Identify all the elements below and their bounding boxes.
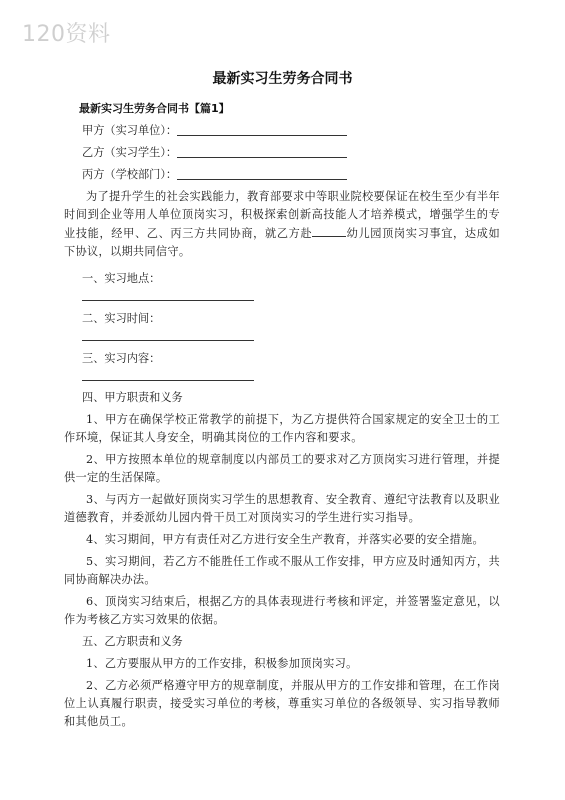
contract-body xyxy=(64,118,500,731)
party-a-clause: 2、甲方按照本单位的规章制度以内部员工的要求对乙方顶岗实习进行管理，并提供一定的生活保障。 xyxy=(64,453,500,484)
party-a-duties-heading: 四、甲方职责和义务 xyxy=(82,391,183,404)
item-time: 二、实习时间： xyxy=(82,312,161,325)
party-a-fill-line xyxy=(177,121,347,136)
party-a-row xyxy=(64,118,500,140)
party-a-label: 甲方（实习单位）： xyxy=(82,124,178,137)
party-b-row xyxy=(64,140,500,162)
party-b-clause: 2、乙方必须严格遵守甲方的规章制度，并服从甲方的工作安排和管理，在工作岗位上认真履行职责，接受实习单位的考核，尊重实习单位的各级领导、实习指导教师和其他员工。 xyxy=(64,679,500,728)
party-b-clause: 1、乙方要服从甲方的工作安排，积极参加顶岗实习。 xyxy=(86,657,358,670)
party-a-clause: 4、实习期间，甲方有责任对乙方进行安全生产教育，并落实必要的安全措施。 xyxy=(86,533,484,546)
content-fill-line xyxy=(82,368,254,381)
party-c-row xyxy=(64,162,500,184)
section-title: 最新实习生劳务合同书【篇1】 xyxy=(79,102,230,115)
item-content: 三、实习内容： xyxy=(82,352,161,365)
party-b-fill-line xyxy=(177,143,347,158)
party-a-clause: 1、甲方在确保学校正常教学的前提下，为乙方提供符合国家规定的安全卫士的工作环境，保证其人身安全，明确其岗位的工作内容和要求。 xyxy=(64,413,500,444)
item-location: 一、实习地点： xyxy=(82,272,161,285)
party-c-fill-line xyxy=(177,165,347,180)
intro-paragraph xyxy=(64,188,500,261)
time-fill-line xyxy=(82,328,254,341)
party-a-clause: 6、顶岗实习结束后，根据乙方的具体表现进行考核和评定，并签署鉴定意见，以作为考核乙方实习效果的依据。 xyxy=(64,595,500,626)
party-b-label: 乙方（实习学生）： xyxy=(82,146,178,159)
location-fill-line xyxy=(82,288,254,301)
intro-text-part2: 幼儿园顶岗实习事宜，达成如下协议，以期共同信守。 xyxy=(64,227,500,258)
party-a-clause: 5、实习期间，若乙方不能胜任工作或不服从工作安排，甲方应及时通知丙方，共同协商解决办法。 xyxy=(64,555,500,586)
party-a-clause: 3、与丙方一起做好顶岗实习学生的思想教育、安全教育、遵纪守法教育以及职业道德教育，并委派幼儿园内骨干员工对顶岗实习的学生进行实习指导。 xyxy=(64,493,500,524)
party-c-label: 丙方（学校部门）： xyxy=(82,168,178,181)
intro-text-part1: 为了提升学生的社会实践能力，教育部要求中等职业院校要保证在校生至少有半年时间到企业等用人单位顶岗实习，积极探索创新高技能人才培养模式，增强学生的专业技能，经甲、乙、丙三方共同协商，就乙方赴 xyxy=(64,190,500,240)
party-b-duties-heading: 五、乙方职责和义务 xyxy=(82,635,183,648)
watermark: 120资料 xyxy=(22,22,111,47)
document-title: 最新实习生劳务合同书 xyxy=(212,71,353,87)
kindergarten-name-blank xyxy=(312,224,346,237)
